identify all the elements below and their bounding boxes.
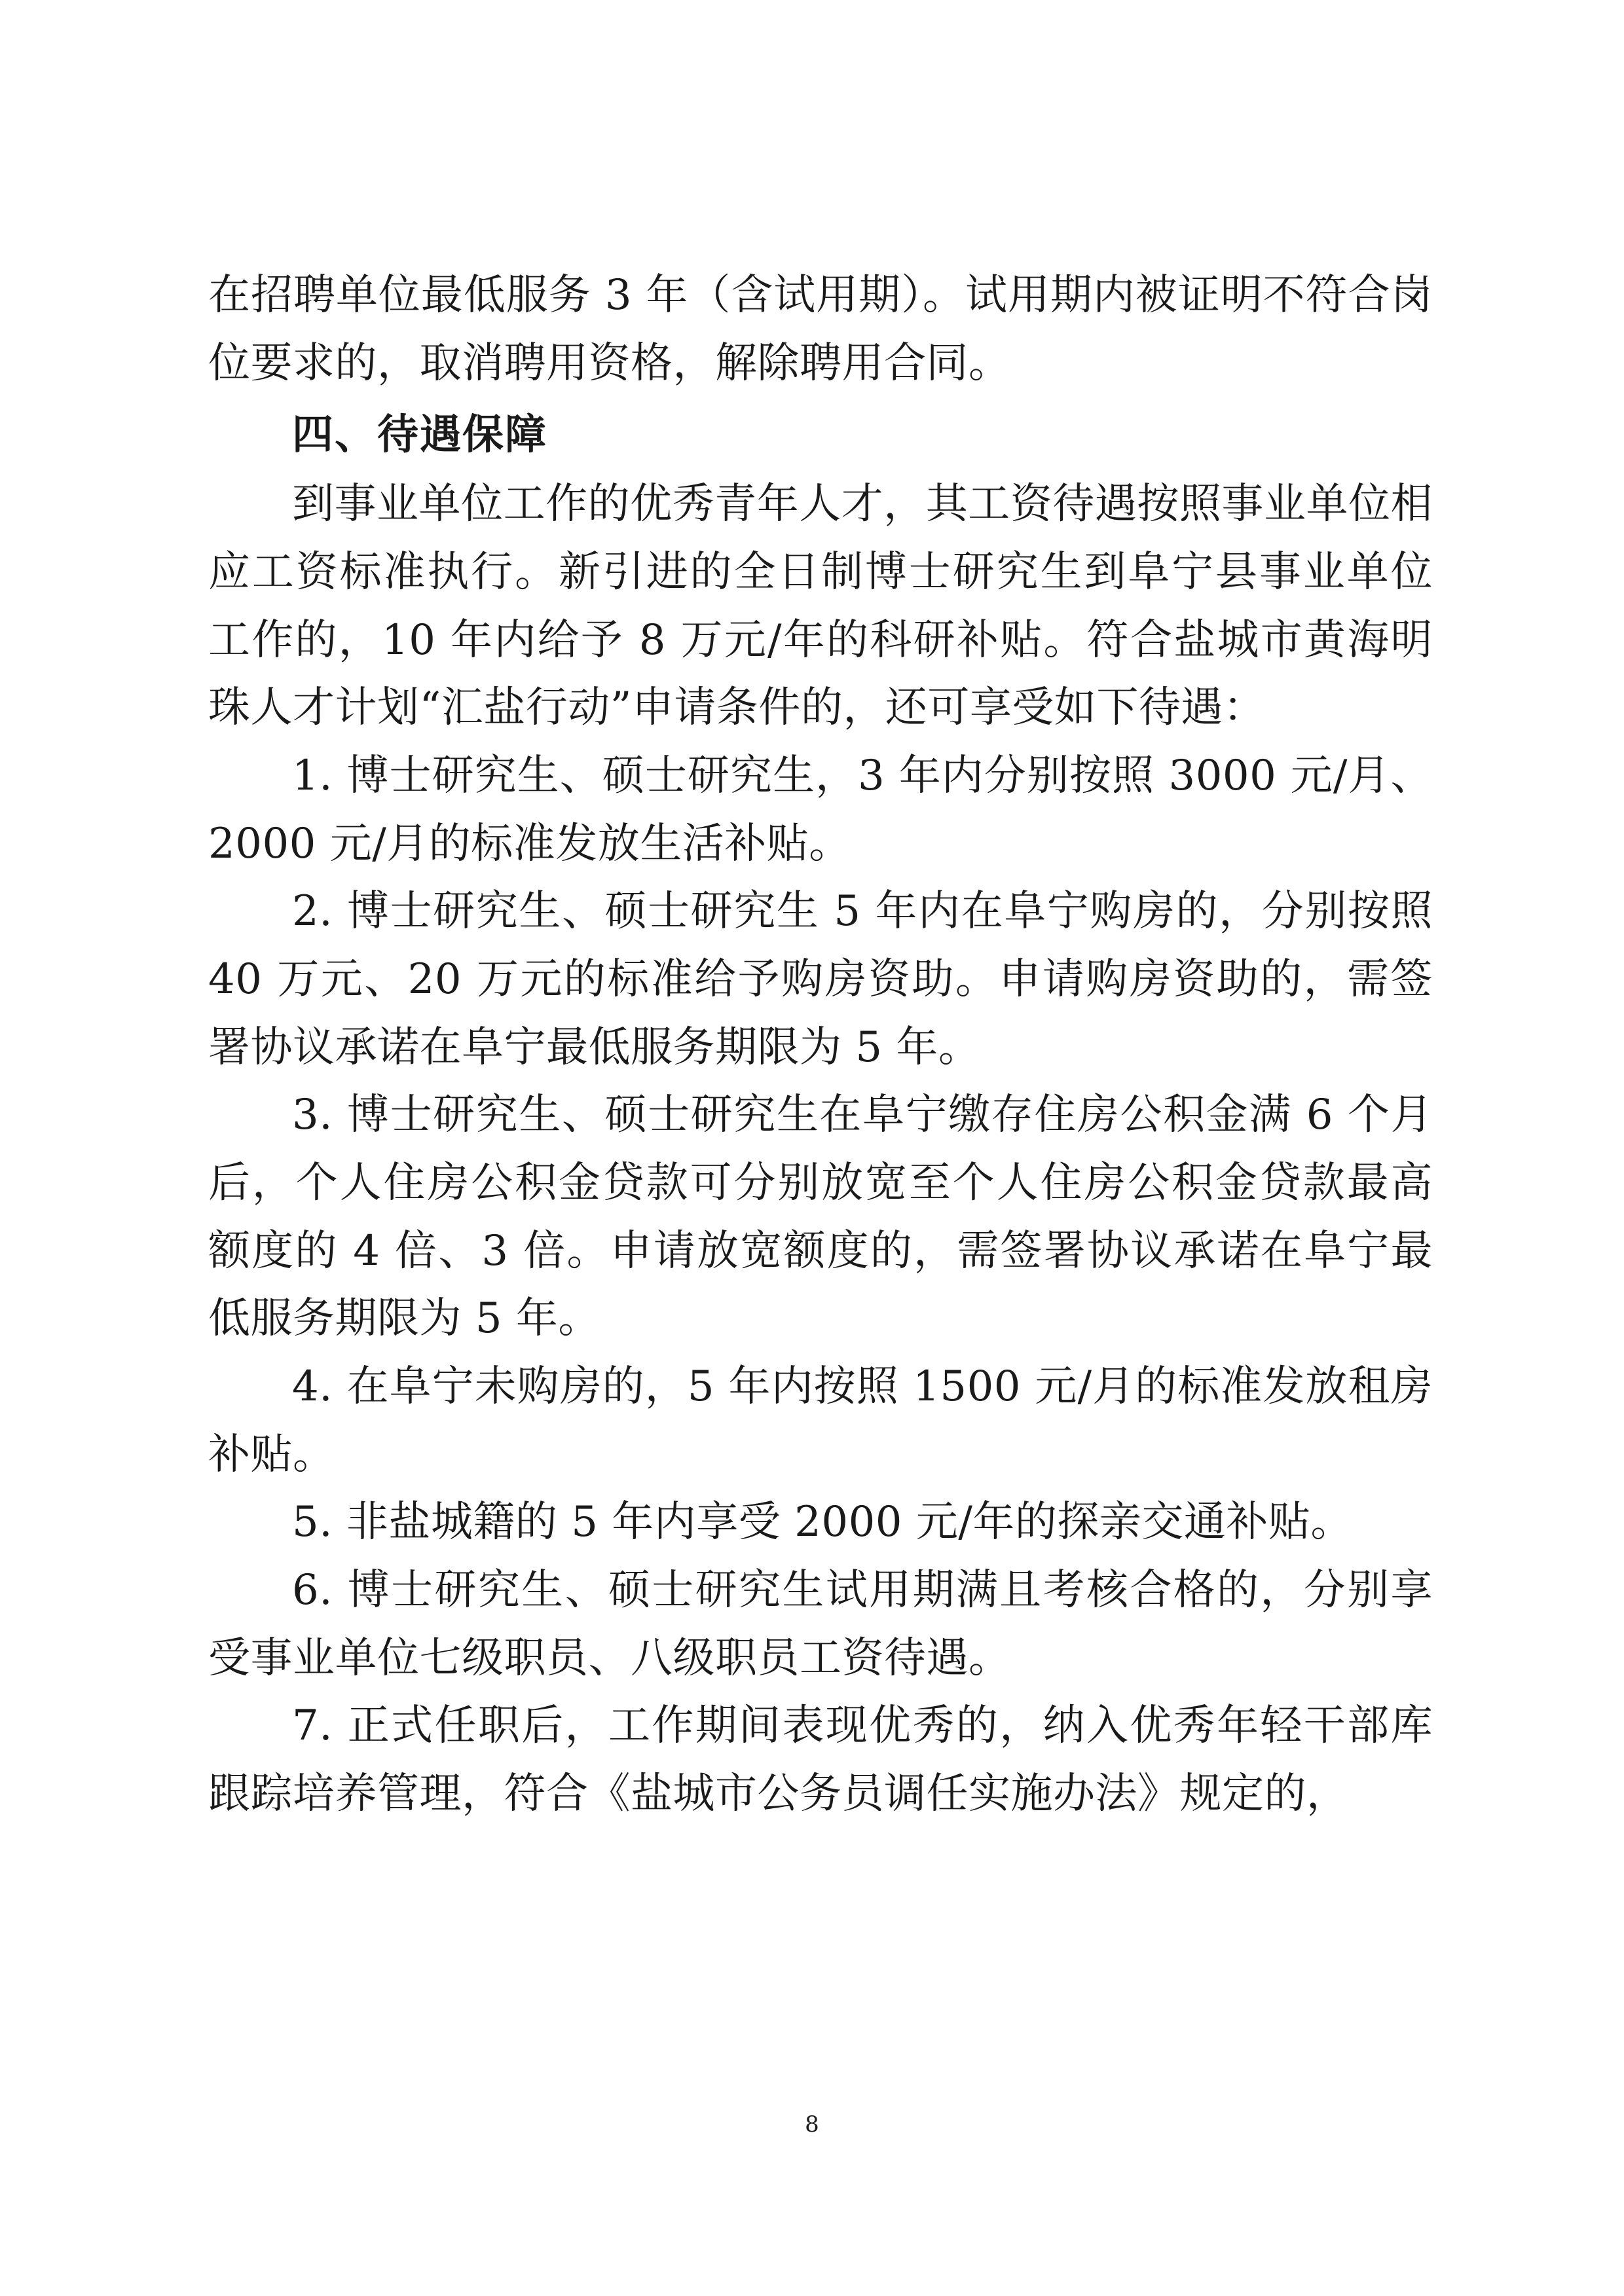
list-item-6: 6. 博士研究生、硕士研究生试用期满且考核合格的，分别享受事业单位七级职员、八级职员工资待遇。 xyxy=(208,1566,1433,1683)
page-number: 8 xyxy=(805,2111,819,2138)
page-body xyxy=(208,262,1433,1829)
section-heading: 四、待遇保障 xyxy=(292,410,547,459)
list-item-7: 7. 正式任职后，工作期间表现优秀的，纳入优秀年轻干部库跟踪培养管理，符合《盐城市公务员调任实施办法》规定的， xyxy=(208,1702,1433,1819)
paragraph-continued: 在招聘单位最低服务 3 年（含试用期）。试用期内被证明不符合岗位要求的，取消聘用资格，解除聘用合同。 xyxy=(208,271,1433,388)
list-item-5: 5. 非盐城籍的 5 年内享受 2000 元/年的探亲交通补贴。 xyxy=(292,1498,1353,1547)
list-item-2: 2. 博士研究生、硕士研究生 5 年内在阜宁购房的，分别按照 40 万元、20 万元的标准给予购房资助。申请购房资助的，需签署协议承诺在阜宁最低服务期限为 5 年。 xyxy=(208,887,1433,1072)
list-item-1: 1. 博士研究生、硕士研究生，3 年内分别按照 3000 元/月、2000 元/月的标准发放生活补贴。 xyxy=(208,752,1433,868)
paragraph-salary: 到事业单位工作的优秀青年人才，其工资待遇按照事业单位相应工资标准执行。新引进的全日制博士研究生到阜宁县事业单位工作的，10 年内给予 8 万元/年的科研补贴。符合盐城市黄海明珠人才计划“汇盐行动”申请条件的，还可享受如下待遇： xyxy=(208,480,1433,733)
list-item-3: 3. 博士研究生、硕士研究生在阜宁缴存住房公积金满 6 个月后，个人住房公积金贷款可分别放宽至个人住房公积金贷款最高额度的 4 倍、3 倍。申请放宽额度的，需签署协议承诺在阜宁最低服务期限为 5 年。 xyxy=(208,1091,1433,1343)
list-item-4: 4. 在阜宁未购房的，5 年内按照 1500 元/月的标准发放租房补贴。 xyxy=(208,1362,1433,1479)
